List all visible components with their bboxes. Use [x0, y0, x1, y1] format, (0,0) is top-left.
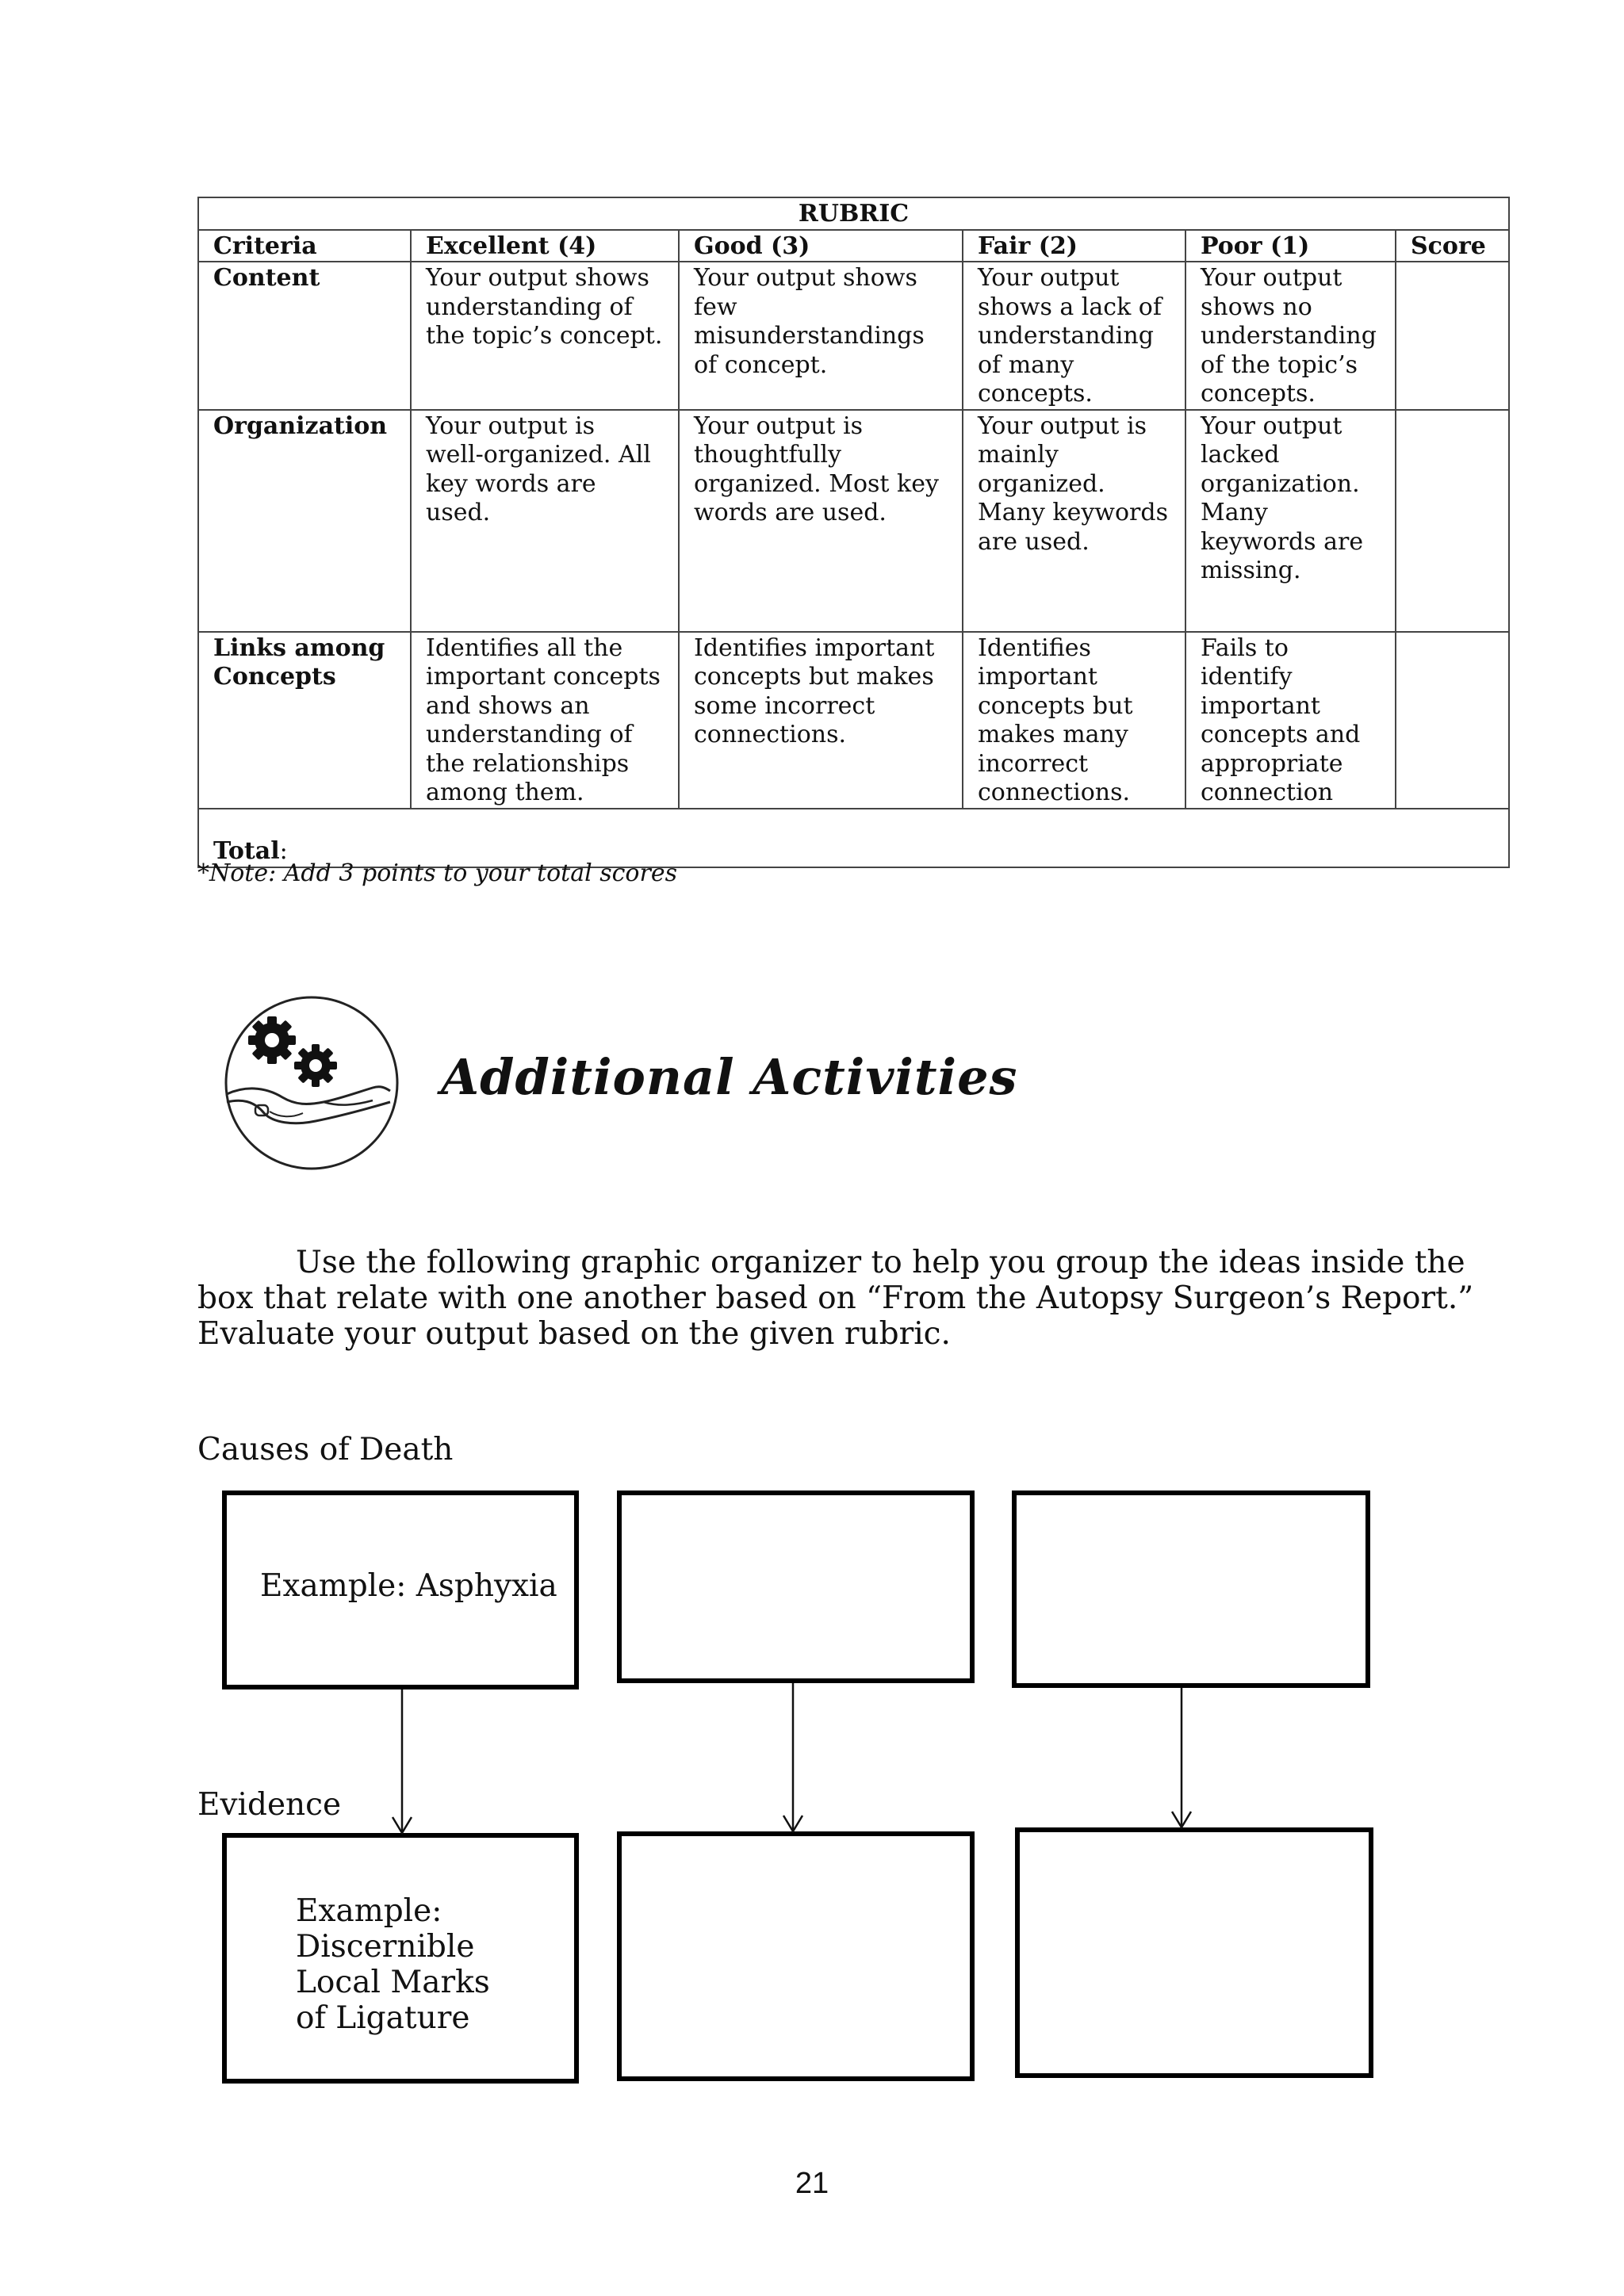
criteria-cell: Links among Concepts [198, 632, 411, 809]
section-title: Additional Activities [441, 1048, 1018, 1106]
criteria-cell: Content [198, 262, 411, 410]
rubric-table [197, 197, 1510, 868]
total-cell [198, 809, 1509, 867]
evidence-label: Evidence [197, 1787, 342, 1823]
rubric-note: *Note: Add 3 points to your total scores [197, 859, 677, 887]
good-cell: Identifies important concepts but makes some incorrect connections. [679, 632, 963, 809]
header-fair: Fair (2) [963, 230, 1185, 262]
poor-cell: Your output shows no understanding of the topic’s concepts. [1185, 262, 1396, 410]
excellent-cell: Identifies all the important concepts and shows an understanding of the relationships among them. [411, 632, 679, 809]
rubric-title: RUBRIC [198, 197, 1509, 230]
header-score: Score [1396, 230, 1509, 262]
cause-box-text: Example: Asphyxia [260, 1568, 557, 1604]
header-excellent: Excellent (4) [411, 230, 679, 262]
instructions-text [197, 1245, 1514, 1352]
fair-cell: Identifies important concepts but makes many incorrect connections. [963, 632, 1185, 809]
criteria-cell: Organization [198, 410, 411, 632]
cause-box[interactable] [222, 1490, 579, 1689]
header-criteria: Criteria [198, 230, 411, 262]
table-row [198, 632, 1509, 809]
instructions-body: Use the following graphic organizer to help you group the ideas inside the box that relate with one another based on “From the Autopsy Surgeon’s Report.” Evaluate your output based on the given rubric. [197, 1245, 1474, 1352]
arrow-connector [1172, 1688, 1191, 1827]
cause-box[interactable] [617, 1490, 975, 1683]
arrow-connector [783, 1683, 802, 1831]
arrow-connector [393, 1689, 412, 1833]
gears-on-hand-icon [220, 986, 403, 1177]
page-number: 21 [795, 2167, 829, 2200]
good-cell: Your output shows few misunderstandings of concept. [679, 262, 963, 410]
evidence-box-text: Example: Discernible Local Marks of Ligature [296, 1893, 490, 2036]
excellent-cell: Your output shows understanding of the topic’s concept. [411, 262, 679, 410]
fair-cell: Your output shows a lack of understanding of many concepts. [963, 262, 1185, 410]
excellent-cell: Your output is well-organized. All key words are used. [411, 410, 679, 632]
score-cell [1396, 262, 1509, 410]
total-row [198, 809, 1509, 867]
score-cell [1396, 410, 1509, 632]
poor-cell: Your output lacked organization. Many keywords are missing. [1185, 410, 1396, 632]
total-label: Total [213, 837, 280, 865]
header-good: Good (3) [679, 230, 963, 262]
evidence-box[interactable] [617, 1831, 975, 2081]
fair-cell: Your output is mainly organized. Many keywords are used. [963, 410, 1185, 632]
poor-cell: Fails to identify important concepts and appropriate connection [1185, 632, 1396, 809]
evidence-box[interactable] [222, 1833, 579, 2084]
causes-of-death-label: Causes of Death [197, 1432, 454, 1468]
table-row [198, 262, 1509, 410]
evidence-box[interactable] [1015, 1827, 1373, 2078]
total-colon: : [279, 837, 288, 865]
score-cell [1396, 632, 1509, 809]
table-row [198, 410, 1509, 632]
header-poor: Poor (1) [1185, 230, 1396, 262]
good-cell: Your output is thoughtfully organized. Most key words are used. [679, 410, 963, 632]
cause-box[interactable] [1012, 1490, 1370, 1688]
